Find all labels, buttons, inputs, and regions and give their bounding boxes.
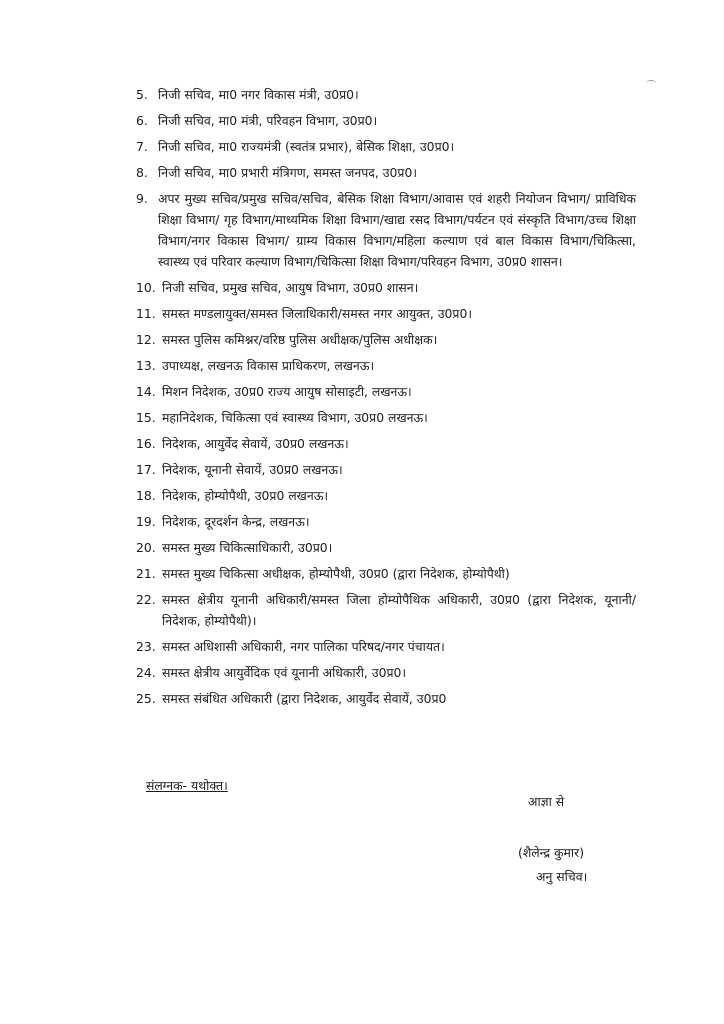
list-item	[136, 433, 636, 454]
list-item	[136, 136, 636, 157]
item-number: 5.	[136, 87, 148, 102]
item-number: 10.	[136, 280, 156, 295]
list-item	[136, 277, 636, 298]
list-item	[136, 662, 636, 683]
item-number: 6.	[136, 113, 148, 128]
item-text: निजी सचिव, मा0 राज्यमंत्री (स्वतंत्र प्रभार), बेसिक शिक्षा, उ0प्र0।	[158, 139, 455, 154]
enclosure-note: संलग्नक- यथोक्त।	[146, 778, 228, 793]
item-number: 16.	[136, 436, 156, 451]
item-text: निजी सचिव, मा0 नगर विकास मंत्री, उ0प्र0।	[158, 87, 359, 102]
scan-mark	[646, 80, 656, 87]
item-text: समस्त अधिशासी अधिकारी, नगर पालिका परिषद/नगर पंचायत।	[162, 639, 445, 654]
signatory-name: (शैलेन्द्र कुमार)	[518, 845, 585, 860]
item-number: 18.	[136, 488, 156, 503]
list-item	[136, 381, 636, 402]
list-item	[136, 636, 636, 657]
list-item	[136, 511, 636, 532]
item-text: निदेशक, होम्योपैथी, उ0प्र0 लखनऊ।	[162, 488, 329, 503]
item-text: समस्त पुलिस कमिश्नर/वरिष्ठ पुलिस अधीक्षक/पुलिस अधीक्षक।	[162, 332, 438, 347]
item-number: 13.	[136, 358, 156, 373]
list-item	[136, 188, 636, 272]
item-number: 8.	[136, 165, 148, 180]
list-item	[136, 303, 636, 324]
item-number: 22.	[136, 592, 156, 607]
list-item	[136, 110, 636, 131]
list-item	[136, 688, 636, 709]
item-text: उपाध्यक्ष, लखनऊ विकास प्राधिकरण, लखनऊ।	[162, 358, 375, 373]
item-number: 20.	[136, 540, 156, 555]
item-text: महानिदेशक, चिकित्सा एवं स्वास्थ्य विभाग, उ0प्र0 लखनऊ।	[162, 410, 428, 425]
item-number: 11.	[136, 306, 156, 321]
item-text: निजी सचिव, मा0 प्रभारी मंत्रिगण, समस्त जनपद, उ0प्र0।	[158, 165, 418, 180]
item-text: निजी सचिव, प्रमुख सचिव, आयुष विभाग, उ0प्र0 शासन।	[162, 280, 419, 295]
item-text: निदेशक, आयुर्वेद सेवायें, उ0प्र0 लखनऊ।	[162, 436, 349, 451]
item-number: 12.	[136, 332, 156, 347]
recipient-list	[136, 84, 636, 714]
item-number: 15.	[136, 410, 156, 425]
list-item	[136, 329, 636, 350]
item-number: 25.	[136, 691, 156, 706]
item-text: अपर मुख्य सचिव/प्रमुख सचिव/सचिव, बेसिक शिक्षा विभाग/आवास एवं शहरी नियोजन विभाग/ प्राविधिक शिक्षा विभाग/ गृह विभाग/माध्यमिक शिक्षा विभाग/खाद्य रसद विभाग/पर्यटन एवं संस्कृति विभाग/उच्च शिक्षा विभाग/नगर विकास विभाग/ ग्राम्य विकास विभाग/महिला कल्याण एवं बाल विकास विभाग/चिकित्सा, स्वास्थ्य एवं परिवार कल्याण विभाग/चिकित्सा शिक्षा विभाग/परिवहन विभाग, उ0प्र0 शासन।	[158, 191, 636, 269]
item-text: समस्त मुख्य चिकित्साधिकारी, उ0प्र0।	[162, 540, 333, 555]
item-number: 19.	[136, 514, 156, 529]
item-number: 17.	[136, 462, 156, 477]
item-text: समस्त क्षेत्रीय आयुर्वेदिक एवं यूनानी अधिकारी, उ0प्र0।	[162, 665, 407, 680]
item-number: 23.	[136, 639, 156, 654]
list-item	[136, 563, 636, 584]
list-item	[136, 162, 636, 183]
item-text: निदेशक, दूरदर्शन केन्द्र, लखनऊ।	[162, 514, 310, 529]
item-text: निदेशक, यूनानी सेवायें, उ0प्र0 लखनऊ।	[162, 462, 343, 477]
item-number: 7.	[136, 139, 148, 154]
list-item	[136, 84, 636, 105]
list-item	[136, 355, 636, 376]
order-line: आज्ञा से	[528, 794, 565, 809]
signatory-title: अनु सचिव।	[536, 869, 588, 884]
item-text: समस्त मण्डलायुक्त/समस्त जिलाधिकारी/समस्त नगर आयुक्त, उ0प्र0।	[162, 306, 473, 321]
list-item	[136, 407, 636, 428]
item-number: 14.	[136, 384, 156, 399]
item-text: समस्त संबंधित अधिकारी (द्वारा निदेशक, आयुर्वेद सेवायें, उ0प्र0	[162, 691, 447, 706]
list-item	[136, 537, 636, 558]
list-item	[136, 589, 636, 631]
list-item	[136, 485, 636, 506]
item-number: 24.	[136, 665, 156, 680]
list-item	[136, 459, 636, 480]
item-number: 21.	[136, 566, 156, 581]
item-text: समस्त मुख्य चिकित्सा अधीक्षक, होम्योपैथी, उ0प्र0 (द्वारा निदेशक, होम्योपैथी)	[162, 566, 510, 581]
item-number: 9.	[136, 191, 148, 206]
item-text: समस्त क्षेत्रीय यूनानी अधिकारी/समस्त जिला होम्योपैथिक अधिकारी, उ0प्र0 (द्वारा निदेशक, यूनानी/निदेशक, होम्योपैथी)।	[162, 592, 636, 628]
item-text: निजी सचिव, मा0 मंत्री, परिवहन विभाग, उ0प्र0।	[158, 113, 378, 128]
item-text: मिशन निदेशक, उ0प्र0 राज्य आयुष सोसाइटी, लखनऊ।	[162, 384, 412, 399]
